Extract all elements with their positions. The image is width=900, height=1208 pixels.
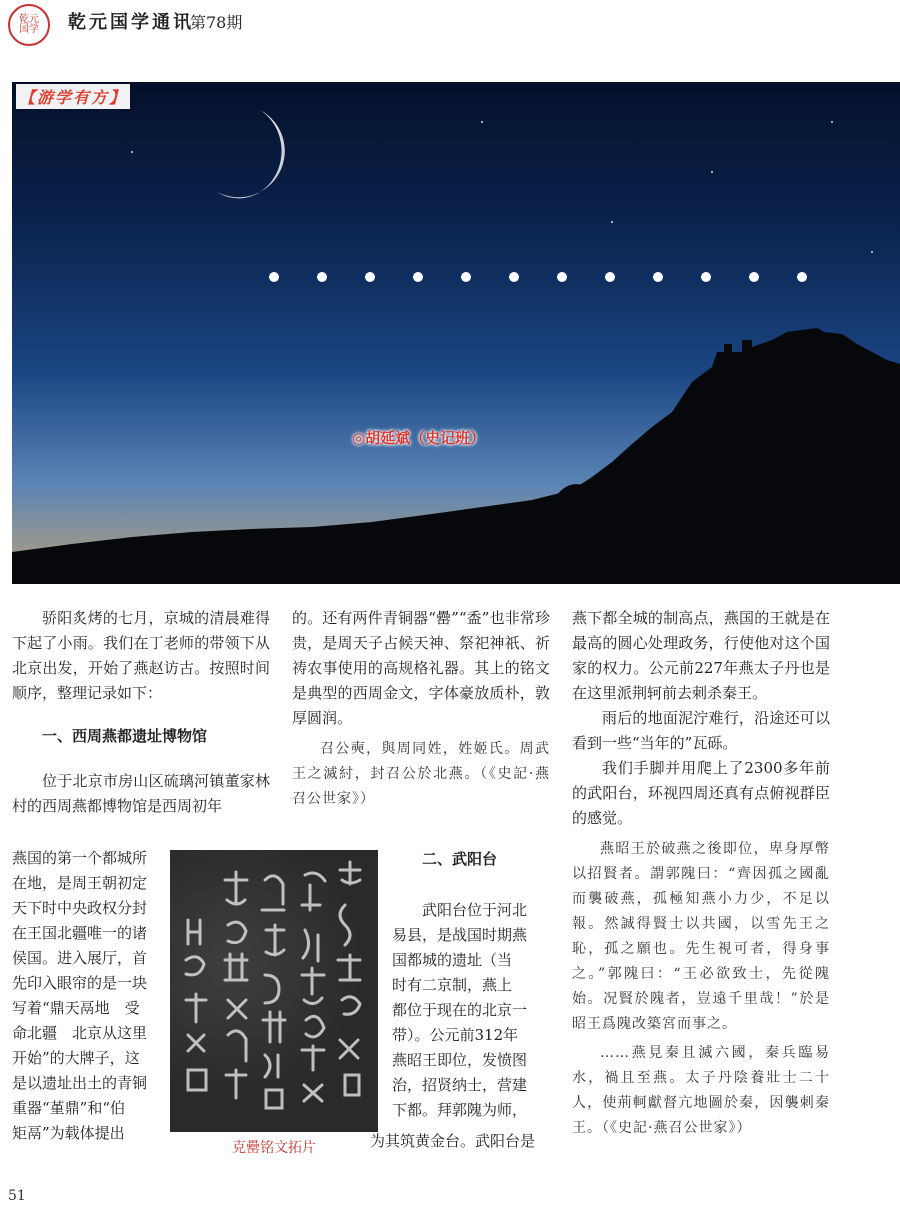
- wrap-line: 天下时中央政权分封: [12, 899, 148, 917]
- wrap-line: 带）。公元前312年: [392, 1026, 519, 1044]
- quote-shiji-3: ……燕見秦且滅六國，秦兵臨易水，禍且至燕。太子丹陰養壯士二十人，使荊軻獻督亢地圖於秦，因襲刺秦王。（《史記·燕召公世家》）: [572, 1045, 830, 1136]
- wrap-line: 易县，是战国时期燕: [392, 926, 528, 944]
- wrap-line: 燕昭王即位，发愤图: [392, 1051, 528, 1069]
- inscription-glyphs-icon: [170, 850, 378, 1132]
- issue-number: 第78期: [190, 13, 243, 32]
- column-2-last-line: 为其筑黄金台。武阳台是: [370, 1132, 536, 1150]
- moon-icon: [217, 110, 285, 198]
- wrap-line: 在王国北疆唯一的诸: [12, 924, 148, 942]
- paragraph-climb: 我们手脚并用爬上了2300多年前的武阳台，环视四周还真有点俯视群臣的感觉。: [572, 759, 830, 827]
- section-heading-1: 一、西周燕都遗址博物馆: [42, 727, 208, 745]
- column-2-wrap: [392, 898, 550, 1123]
- logo-seal-icon: [8, 4, 50, 46]
- column-1: [12, 606, 270, 819]
- column-2: [292, 606, 550, 812]
- wrap-line: 国都城的遗址（当: [392, 951, 513, 969]
- paragraph-capital: 燕下都全城的制高点，燕国的王就是在最高的圆心处理政务，行使他对这个国家的权力。公元前227年燕太子丹也是在这里派荆轲前去刺杀秦王。: [572, 609, 830, 702]
- wrap-line: 武阳台位于河北: [422, 901, 528, 919]
- section-tag: 【游学有方】: [16, 84, 130, 109]
- section-heading-2: 二、武阳台: [422, 850, 498, 868]
- wrap-line: 矩鬲”为载体提出: [12, 1124, 125, 1142]
- wrap-line: 命北疆 北京从这里: [12, 1024, 148, 1042]
- wrap-line: 都位于现在的北京一: [392, 1001, 528, 1019]
- night-sky-great-wall-illustration: [12, 82, 900, 584]
- hero-photo: [12, 82, 900, 584]
- wrap-line: 开始”的大牌子，这: [12, 1049, 140, 1067]
- bronze-inscription-rubbing-image: [170, 850, 378, 1132]
- article-author: ◎胡延斌（史记班）: [352, 429, 486, 447]
- wrap-line: 先印入眼帘的是一块: [12, 974, 148, 992]
- paragraph-intro: 骄阳炙烤的七月，京城的清晨难得下起了小雨。我们在丁老师的带领下从北京出发，开始了燕赵访古。按照时间顺序，整理记录如下：: [12, 609, 270, 702]
- quote-shiji-1: 召公奭，與周同姓，姓姬氏。周武王之滅紂，封召公於北燕。（《史記·燕召公世家》）: [292, 741, 550, 807]
- wrap-line: 是以遗址出土的青铜: [12, 1074, 148, 1092]
- wrap-line: 治，招贤纳士，营建: [392, 1076, 528, 1094]
- wrap-line: 侯国。进入展厅，首: [12, 949, 148, 967]
- magazine-title: 乾元国学通讯: [68, 12, 194, 33]
- paragraph-rain: 雨后的地面泥泞难行，沿途还可以看到一些“当年的”瓦砾。: [572, 709, 830, 752]
- column-3: [572, 606, 830, 1141]
- paragraph-museum-start: 位于北京市房山区硫璃河镇董家林村的西周燕都博物馆是西周初年: [12, 772, 270, 815]
- wrap-line: 写着“鼎天鬲地 受: [12, 999, 140, 1017]
- wrap-line: 时有二京制，燕上: [392, 976, 513, 994]
- image-caption: 克罍铭文拓片: [232, 1140, 316, 1156]
- paragraph-bronzes: 的。还有两件青铜器“罍”“盉”也非常珍贵，是周天子占候天神、祭祀神祇、祈祷农事使用的高规格礼器。其上的铭文是典型的西周金文，字体豪放质朴，敦厚圆润。: [292, 609, 550, 727]
- wrap-line: 重器“堇鼎”和“伯: [12, 1099, 126, 1117]
- wrap-line: 燕国的第一个都城所: [12, 849, 148, 867]
- page-number: 51: [8, 1188, 26, 1204]
- dot-separator: [269, 272, 807, 282]
- seal-text: 乾元国学: [19, 14, 39, 35]
- quote-shiji-2: 燕昭王於破燕之後即位，卑身厚幣以招賢者。謂郭隗曰：“齊因孤之國亂而襲破燕，孤極知燕小力少，不足以報。然誠得賢士以共國，以雪先王之恥，孤之願也。先生視可者，得身事之。”郭隗曰：“王必欲致士，先從隗始。况賢於隗者，豈遠千里哉！”於是昭王爲隗改築宮而事之。: [572, 841, 830, 1032]
- great-wall-silhouette: [12, 328, 900, 584]
- wrap-line: 在地，是周王朝初定: [12, 874, 148, 892]
- column-1-wrap: [12, 846, 162, 1146]
- wrap-line: 下都。拜郭隗为师，: [392, 1101, 528, 1119]
